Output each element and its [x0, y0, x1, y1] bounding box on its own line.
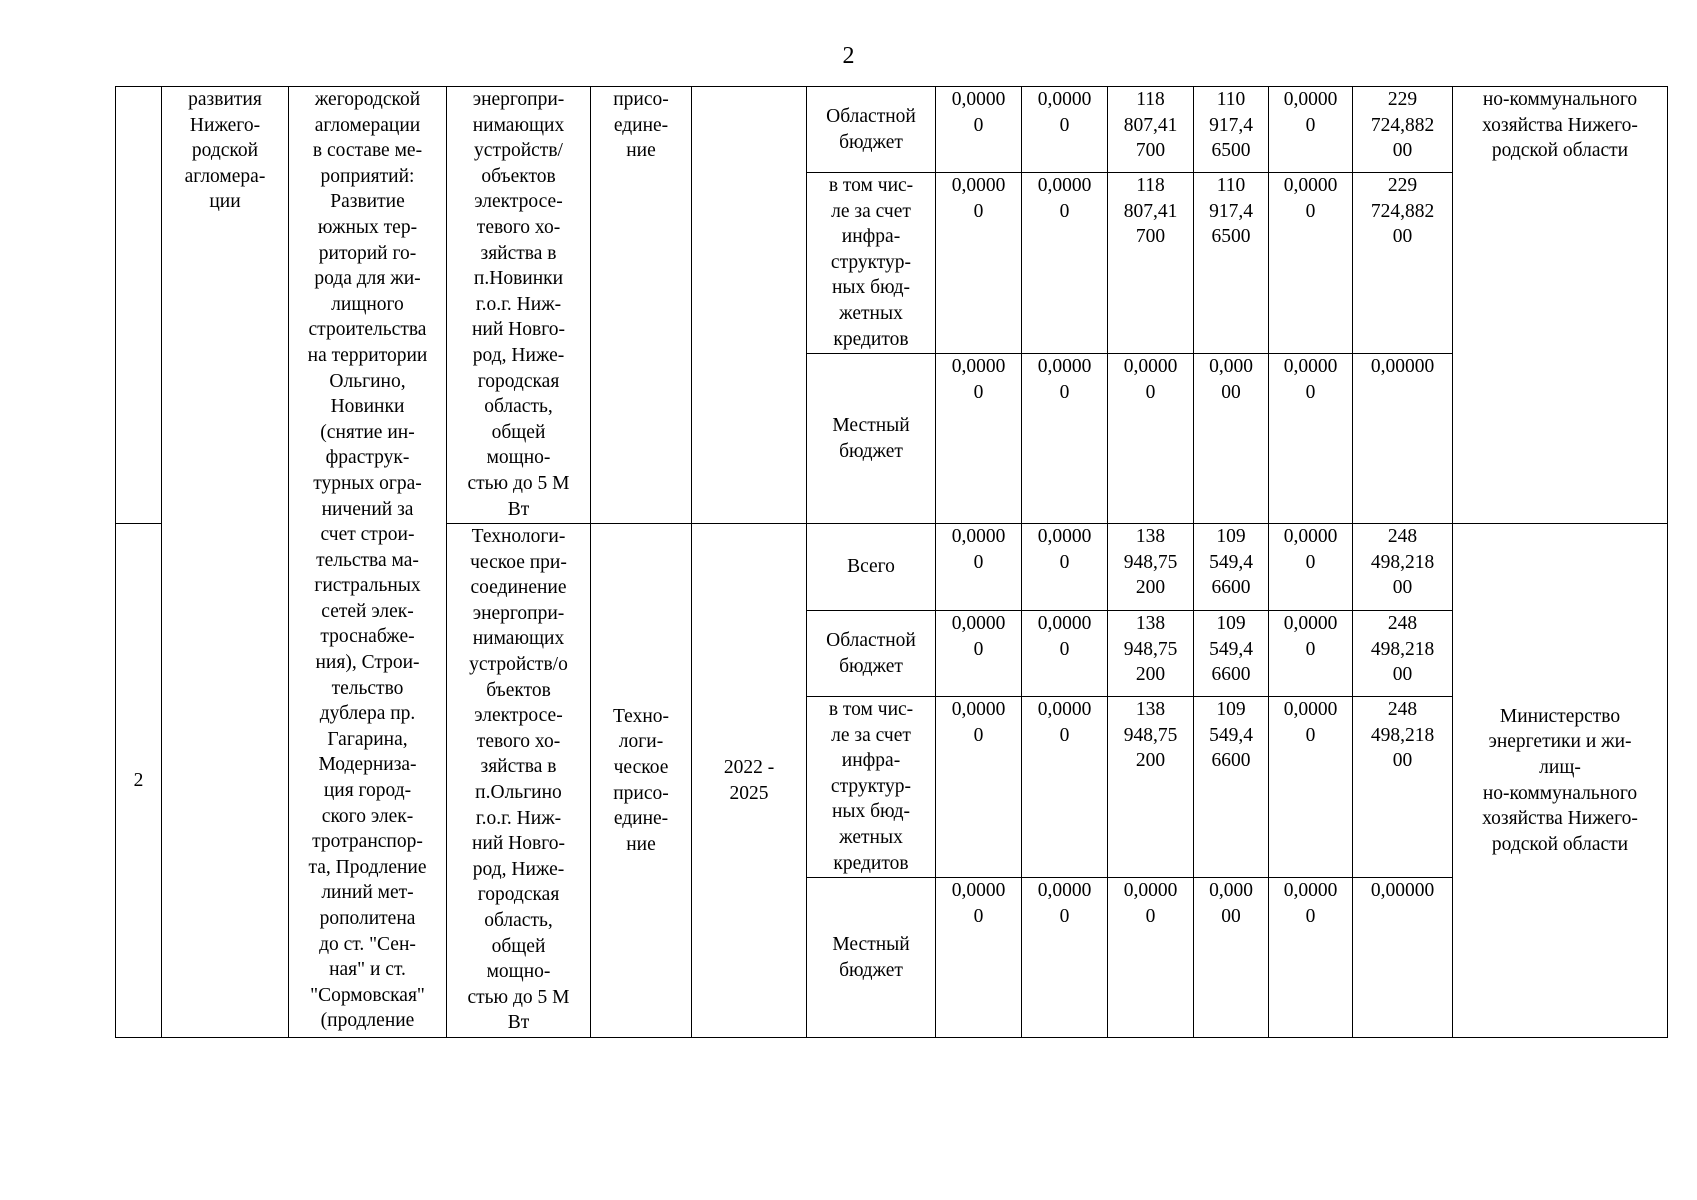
value-cell: 118 807,41 700	[1108, 173, 1194, 354]
value-cell: 0,0000 0	[1269, 524, 1353, 611]
funding-source-cell: в том чис- ле за счет инфра- структур- ных бюд- жетных кредитов	[807, 173, 936, 354]
funding-source-cell: Местный бюджет	[807, 878, 936, 1038]
executor-cell: но-коммунального хозяйства Нижего- родской области	[1453, 87, 1668, 524]
years-cell	[692, 87, 807, 524]
value-cell: 0,0000 0	[1269, 354, 1353, 524]
value-cell: 0,0000 0	[936, 354, 1022, 524]
value-cell: 109 549,4 6600	[1194, 697, 1269, 878]
total-cell: 0,00000	[1353, 878, 1453, 1038]
value-cell: 109 549,4 6600	[1194, 611, 1269, 697]
page-number: 2	[842, 43, 855, 69]
value-cell: 0,0000 0	[1022, 611, 1108, 697]
value-cell: 0,0000 0	[1269, 87, 1353, 173]
row-number-cell	[116, 87, 162, 524]
value-cell: 138 948,75 200	[1108, 524, 1194, 611]
value-cell: 0,0000 0	[1269, 611, 1353, 697]
funding-source-cell: Местный бюджет	[807, 354, 936, 524]
object-cell: Технологи- ческое при- соединение энергопри- нимающих устройств/о бъектов электросе- тевого хо- зяйства в п.Ольгино г.о.г. Ниж- ний Новго- род, Ниже- городская область, общей мощно- стью до 5 М Вт	[447, 524, 591, 1038]
value-cell: 118 807,41 700	[1108, 87, 1194, 173]
value-cell: 138 948,75 200	[1108, 611, 1194, 697]
value-cell: 0,0000 0	[936, 611, 1022, 697]
value-cell: 0,0000 0	[1269, 878, 1353, 1038]
value-cell: 0,0000 0	[936, 878, 1022, 1038]
total-cell: 248 498,218 00	[1353, 697, 1453, 878]
value-cell: 0,0000 0	[1108, 354, 1194, 524]
value-cell: 0,0000 0	[1269, 697, 1353, 878]
years-cell: 2022 - 2025	[692, 524, 807, 1038]
executor-cell: Министерство энергетики и жи- лищ- но-коммунального хозяйства Нижего- родской области	[1453, 524, 1668, 1038]
funding-table	[115, 86, 1668, 1038]
type-cell: Техно- логи- ческое присо- едине- ние	[591, 524, 692, 1038]
funding-source-cell: в том чис- ле за счет инфра- структур- ных бюд- жетных кредитов	[807, 697, 936, 878]
total-cell: 248 498,218 00	[1353, 524, 1453, 611]
funding-source-cell: Областной бюджет	[807, 611, 936, 697]
value-cell: 0,0000 0	[1108, 878, 1194, 1038]
value-cell: 138 948,75 200	[1108, 697, 1194, 878]
value-cell: 0,000 00	[1194, 354, 1269, 524]
value-cell: 0,0000 0	[936, 524, 1022, 611]
value-cell: 110 917,4 6500	[1194, 173, 1269, 354]
value-cell: 0,0000 0	[936, 173, 1022, 354]
project-cell: жегородской агломерации в составе ме- роприятий: Развитие южных тер- риторий го- рода для жи- лищного строительства на территории Ольгино, Новинки (снятие ин- фраструк- турных огра- ничений за счет строи- тельства ма- гистральных сетей элек- троснабже- ния), Строи- тельство дублера пр. Гагарина, Модерниза- ция город- ского элек- тротранспор- та, Продление линий мет- рополитена до ст. "Сен- ная" и ст. "Сормовская" (продление	[289, 87, 447, 1038]
table-row	[116, 87, 1668, 173]
value-cell: 0,0000 0	[1022, 354, 1108, 524]
total-cell: 0,00000	[1353, 354, 1453, 524]
value-cell: 0,0000 0	[1022, 697, 1108, 878]
value-cell: 0,0000 0	[1022, 524, 1108, 611]
funding-source-cell: Всего	[807, 524, 936, 611]
type-cell: присо- едине- ние	[591, 87, 692, 524]
object-cell: энергопри- нимающих устройств/ объектов электросе- тевого хо- зяйства в п.Новинки г.о.г. Ниж- ний Новго- род, Ниже- городская область, общей мощно- стью до 5 М Вт	[447, 87, 591, 524]
funding-source-cell: Областной бюджет	[807, 87, 936, 173]
total-cell: 229 724,882 00	[1353, 87, 1453, 173]
value-cell: 110 917,4 6500	[1194, 87, 1269, 173]
value-cell: 0,000 00	[1194, 878, 1269, 1038]
value-cell: 0,0000 0	[1022, 878, 1108, 1038]
row-number-cell: 2	[116, 524, 162, 1038]
value-cell: 0,0000 0	[1022, 87, 1108, 173]
program-cell: развития Нижего- родской агломера- ции	[162, 87, 289, 1038]
value-cell: 0,0000 0	[936, 697, 1022, 878]
total-cell: 229 724,882 00	[1353, 173, 1453, 354]
value-cell: 0,0000 0	[1269, 173, 1353, 354]
value-cell: 109 549,4 6600	[1194, 524, 1269, 611]
total-cell: 248 498,218 00	[1353, 611, 1453, 697]
value-cell: 0,0000 0	[1022, 173, 1108, 354]
value-cell: 0,0000 0	[936, 87, 1022, 173]
